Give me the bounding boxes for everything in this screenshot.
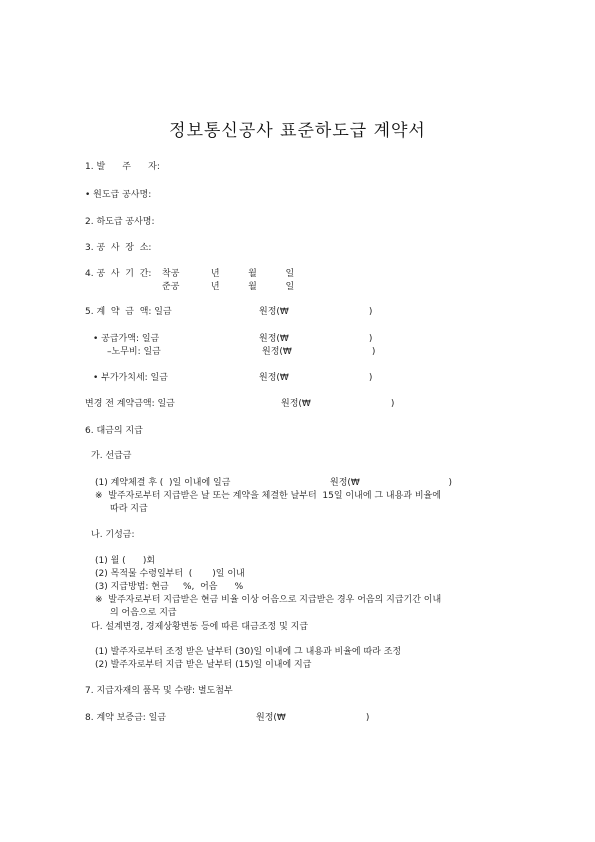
advance-payment-line: (1) 계약체결 후 ( )일 이내에 일금 [95,478,231,488]
supplied-materials-field: 7. 지급자재의 품목 및 수량: 별도첨부 [85,686,233,696]
document-title: 정보통신공사 표준하도급 계약서 [169,121,426,141]
period-start: 착공 년 월 일 [162,269,295,279]
period-end: 준공 년 월 일 [162,282,295,292]
progress-payment-note: ※ 발주자로부터 지급받은 현금 비율 이상 어음으로 지급받은 경우 어음의 지급기간 이내 [95,595,442,605]
contract-deposit-won: 원정(₩ ) [256,713,370,723]
supply-value-won: 원정(₩ ) [259,334,373,344]
contract-amount-won: 원정(₩ ) [259,307,373,317]
progress-payment-frequency: (1) 월 ( )회 [95,556,156,566]
previous-amount-won: 원정(₩ ) [281,399,395,409]
site-location-field: 3. 공 사 장 소: [85,243,152,253]
labor-cost-won: 원정(₩ ) [262,347,376,357]
subcontract-name-field: 2. 하도급 공사명: [85,217,155,227]
price-adjustment-heading: 다. 설계변경, 경제상황변동 등에 따른 대금조정 및 지급 [91,622,309,632]
progress-payment-deadline: (2) 목적물 수령일부터 ( )일 이내 [95,569,245,579]
contract-amount-label: 5. 계 약 금 액: 일금 [85,307,172,317]
vat-label: • 부가가치세: 일금 [93,373,168,383]
payment-heading: 6. 대금의 지급 [85,426,143,436]
vat-won: 원정(₩ ) [259,373,373,383]
labor-cost-label: –노무비: 일금 [107,347,161,357]
advance-payment-heading: 가. 선급금 [91,451,132,461]
progress-payment-method: (3) 지급방법: 현금 %, 어음 % [95,582,244,592]
contract-deposit-label: 8. 계약 보증금: 일금 [85,713,167,723]
progress-payment-note-cont: 의 어음으로 지급 [110,608,177,618]
previous-amount-label: 변경 전 계약금액: 일금 [85,399,175,409]
period-label: 4. 공 사 기 간: [85,269,152,279]
progress-payment-heading: 나. 기성금: [91,530,135,540]
advance-payment-note-cont: 따라 지급 [110,504,148,514]
prime-contract-name-field: • 원도급 공사명: [85,190,152,200]
advance-payment-note: ※ 발주자로부터 지급받은 날 또는 계약을 체결한 날부터 15일 이내에 그 내용과 비율에 [95,491,441,501]
supply-value-label: • 공급가액: 일금 [93,334,160,344]
price-adjustment-line-1: (1) 발주자로부터 조정 받은 날부터 (30)일 이내에 그 내용과 비율에 따라 조정 [95,647,402,657]
advance-payment-won: 원정(₩ ) [330,478,452,488]
owner-field: 1. 발 주 자: [85,162,160,172]
price-adjustment-line-2: (2) 발주자로부터 지급 받은 날부터 (15)일 이내에 지급 [95,660,312,670]
